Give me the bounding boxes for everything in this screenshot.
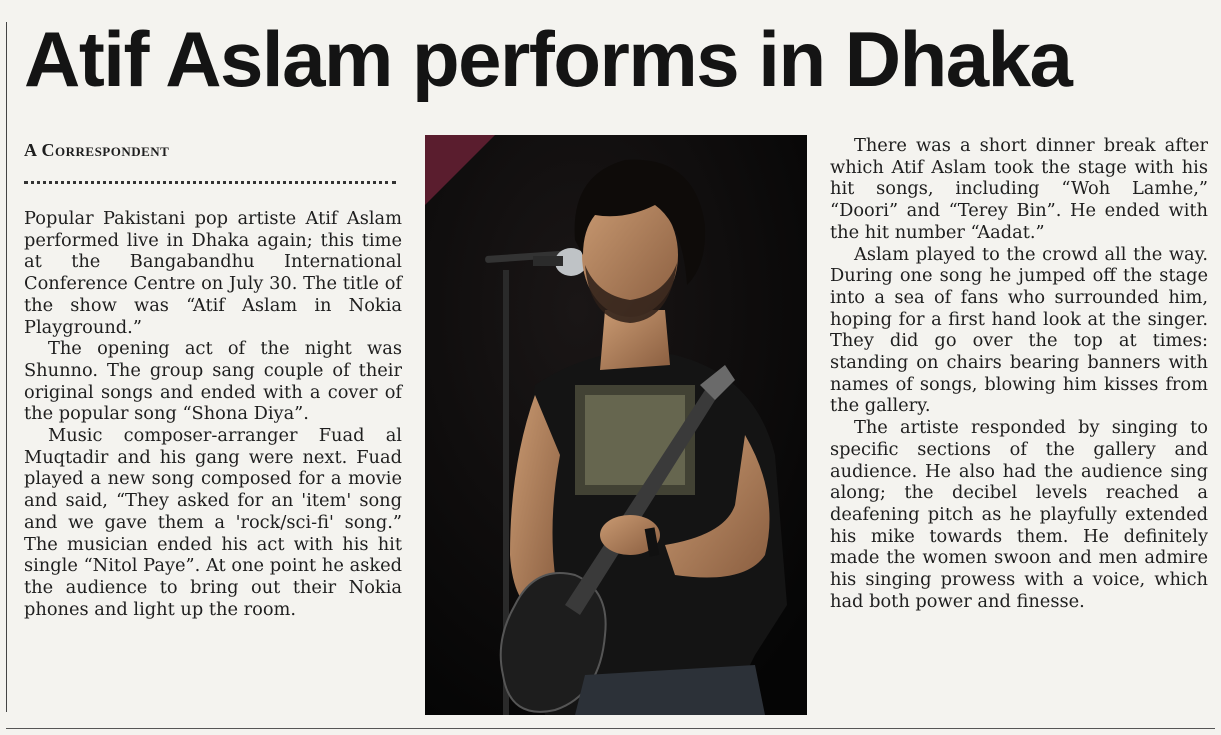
byline: A Correspondent [24,140,170,160]
article-column-1 [24,208,402,620]
concert-photo [425,135,807,715]
paragraph: Music composer-arranger Fuad al Muqtadir and his gang were next. Fuad played a new song composed for a movie and said, “They asked for an 'item' song and we gave them a 'rock/sci-fi' song.” The musician ended his act with his hit single “Nitol Paye”. At one point he asked the audience to bring out their Nokia phones and light up the room. [24,425,402,620]
paragraph: The opening act of the night was Shunno. The group sang couple of their original songs and ended with a cover of the popular song “Shona Diya”. [24,338,402,425]
paragraph: The artiste responded by singing to specific sections of the gallery and audience. He also had the audience sing along; the decibel levels reached a deafening pitch as he playfully extended his mike towards them. He definitely made the women swoon and men admire his singing prowess with a voice, which had both power and finesse. [830,417,1208,612]
article-column-2 [830,135,1208,612]
singer-illustration [425,135,807,715]
paragraph: Popular Pakistani pop artiste Atif Aslam performed live in Dhaka again; this time at the Bangabandhu International Conference Centre on July 30. The title of the show was “Atif Aslam in Nokia Playground.” [24,208,402,338]
left-column-rule [6,22,7,712]
headline: Atif Aslam performs in Dhaka [24,15,1072,103]
byline-divider [24,181,396,184]
paragraph: Aslam played to the crowd all the way. During one song he jumped off the stage into a sea of fans who surrounded him, hoping for a first hand look at the singer. They did go over the top at times: standing on chairs bearing banners with names of songs, blowing him kisses from the gallery. [830,243,1208,417]
paragraph: There was a short dinner break after which Atif Aslam took the stage with his hit songs, including “Woh Lamhe,” “Doori” and “Terey Bin”. He ended with the hit number “Aadat.” [830,135,1208,243]
bottom-rule [6,728,1215,729]
